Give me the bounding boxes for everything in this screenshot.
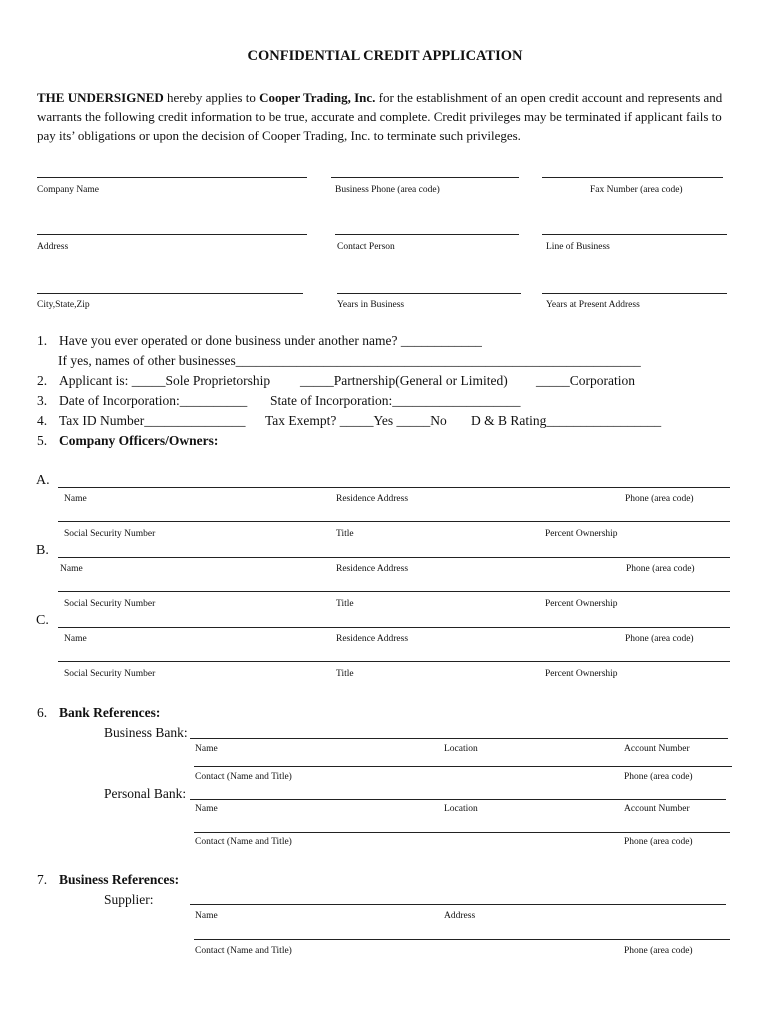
officer-c-ownership-label: Percent Ownership [545, 669, 618, 679]
question-6-number: 6. [37, 705, 48, 720]
question-4-tax-id: Tax ID Number_______________ [59, 413, 246, 428]
officer-b-title-label: Title [336, 599, 354, 609]
supplier-contact-line[interactable] [194, 939, 730, 940]
supplier-name-label: Name [195, 911, 218, 921]
question-7 [37, 872, 179, 888]
officer-a-ownership-label: Percent Ownership [545, 529, 618, 539]
business-phone-line[interactable] [331, 177, 519, 178]
intro-paragraph [37, 88, 737, 145]
business-phone-label: Business Phone (area code) [335, 185, 440, 195]
supplier-contact-label: Contact (Name and Title) [195, 946, 292, 956]
intro-text-1: hereby applies to [163, 90, 260, 105]
supplier-top-line[interactable] [190, 904, 726, 905]
question-1-text: Have you ever operated or done business under another name? ____________ [59, 333, 482, 348]
line-of-business-line[interactable] [542, 234, 727, 235]
officer-b-residence-label: Residence Address [336, 564, 409, 574]
officer-b-name-line[interactable] [58, 557, 730, 558]
intro-company: Cooper Trading, Inc. [259, 90, 376, 105]
officer-a-ssn-label: Social Security Number [64, 529, 156, 539]
officer-b-letter: B. [36, 543, 49, 558]
question-7-number: 7. [37, 872, 48, 887]
company-name-label: Company Name [37, 185, 100, 195]
business-bank-label: Business Bank: [104, 725, 188, 740]
question-2 [37, 373, 270, 389]
personal-bank-account-label: Account Number [624, 804, 690, 814]
officer-b-ssn-label: Social Security Number [64, 599, 156, 609]
business-bank-contact-label: Contact (Name and Title) [195, 772, 292, 782]
company-name-line[interactable] [37, 177, 307, 178]
question-5-number: 5. [37, 433, 48, 448]
page-title: CONFIDENTIAL CREDIT APPLICATION [247, 48, 523, 64]
personal-bank-name-label: Name [195, 804, 218, 814]
officer-c-residence-label: Residence Address [336, 634, 409, 644]
intro-text-2: for the establishment of an open credit account and represents and warrants the following credit information to be true, accurate and complete. Credit privileges may be terminated if applicant fails to pay its’ obligations or upon the decision of Cooper Trading, Inc. to terminate such privileges. [37, 90, 723, 143]
business-bank-location-label: Location [444, 744, 478, 754]
supplier-address-label: Address [444, 911, 476, 921]
years-in-business-label: Years in Business [337, 300, 405, 310]
question-5-text: Company Officers/Owners: [59, 433, 219, 448]
officer-a-ssn-line[interactable] [58, 521, 730, 522]
officer-b-phone-label: Phone (area code) [626, 564, 695, 574]
officer-c-ssn-label: Social Security Number [64, 669, 156, 679]
business-bank-name-label: Name [195, 744, 218, 754]
personal-bank-contact-label: Contact (Name and Title) [195, 837, 292, 847]
officer-c-letter: C. [36, 613, 49, 628]
intro-lead: THE UNDERSIGNED [37, 90, 164, 105]
contact-person-line[interactable] [335, 234, 519, 235]
personal-bank-phone-label: Phone (area code) [624, 837, 693, 847]
question-6 [37, 705, 160, 721]
officer-b-ssn-line[interactable] [58, 591, 730, 592]
question-1-number: 1. [37, 333, 48, 348]
personal-bank-contact-line[interactable] [194, 832, 730, 833]
question-3-state-of-incorporation: State of Incorporation:___________________ [270, 393, 521, 408]
city-state-zip-label: City,State,Zip [37, 300, 90, 310]
officer-a-letter: A. [36, 473, 50, 488]
question-3-number: 3. [37, 393, 48, 408]
address-line[interactable] [37, 234, 307, 235]
personal-bank-name-line[interactable] [190, 799, 726, 800]
officer-b-ownership-label: Percent Ownership [545, 599, 618, 609]
question-6-text: Bank References: [59, 705, 161, 720]
supplier-label: Supplier: [104, 892, 154, 907]
question-2-corporation: _____Corporation [536, 373, 635, 388]
officer-c-ssn-line[interactable] [58, 661, 730, 662]
years-at-address-label: Years at Present Address [546, 300, 640, 310]
officer-c-name-label: Name [64, 634, 87, 644]
years-in-business-line[interactable] [337, 293, 521, 294]
contact-person-label: Contact Person [337, 242, 395, 252]
officer-c-phone-label: Phone (area code) [625, 634, 694, 644]
officer-a-name-line[interactable] [58, 487, 730, 488]
supplier-phone-label: Phone (area code) [624, 946, 693, 956]
question-4 [37, 413, 246, 429]
question-2-partnership: _____Partnership(General or Limited) [300, 373, 508, 388]
fax-number-label: Fax Number (area code) [590, 185, 683, 195]
question-4-tax-exempt: Tax Exempt? _____Yes _____No [265, 413, 447, 428]
question-4-db-rating: D & B Rating_________________ [471, 413, 662, 428]
officer-a-phone-label: Phone (area code) [625, 494, 694, 504]
question-2-number: 2. [37, 373, 48, 388]
officer-a-residence-label: Residence Address [336, 494, 409, 504]
question-1 [37, 333, 482, 349]
address-label: Address [37, 242, 69, 252]
question-3 [37, 393, 247, 409]
question-5 [37, 433, 218, 449]
question-1-followup: If yes, names of other businesses____________________________________________________________ [58, 353, 641, 368]
business-bank-contact-line[interactable] [194, 766, 732, 767]
business-bank-account-label: Account Number [624, 744, 690, 754]
officer-c-title-label: Title [336, 669, 354, 679]
officer-c-name-line[interactable] [58, 627, 730, 628]
personal-bank-location-label: Location [444, 804, 478, 814]
years-at-address-line[interactable] [542, 293, 727, 294]
personal-bank-label: Personal Bank: [104, 786, 187, 801]
city-state-zip-line[interactable] [37, 293, 303, 294]
business-bank-phone-label: Phone (area code) [624, 772, 693, 782]
business-bank-name-line[interactable] [190, 738, 728, 739]
question-3-date-of-incorporation: Date of Incorporation:__________ [59, 393, 248, 408]
line-of-business-label: Line of Business [546, 242, 610, 252]
question-2-sole-proprietorship: Applicant is: _____Sole Proprietorship [59, 373, 271, 388]
question-7-text: Business References: [59, 872, 180, 887]
question-4-number: 4. [37, 413, 48, 428]
officer-a-title-label: Title [336, 529, 354, 539]
officer-a-name-label: Name [64, 494, 87, 504]
officer-b-name-label: Name [60, 564, 83, 574]
fax-number-line[interactable] [542, 177, 723, 178]
